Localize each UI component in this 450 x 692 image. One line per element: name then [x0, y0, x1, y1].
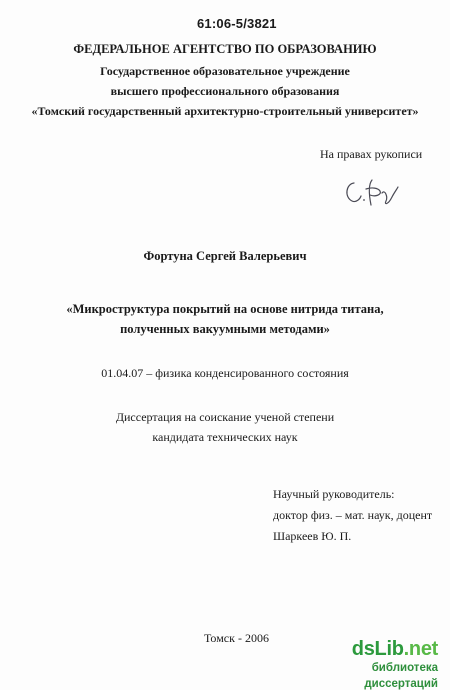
- institution-line-3: «Томский государственный архитектурно-строительный университет»: [31, 104, 419, 118]
- agency-heading: ФЕДЕРАЛЬНОЕ АГЕНТСТВО ПО ОБРАЗОВАНИЮ: [73, 42, 377, 56]
- degree-line-2: кандидата технических наук: [152, 430, 298, 444]
- watermark-subtitle: библиотека диссертаций: [364, 662, 438, 690]
- supervisor-label: Научный руководитель:: [273, 487, 395, 501]
- handwritten-signature: [342, 175, 400, 211]
- supervisor-degree: доктор физ. – мат. наук, доцент: [273, 508, 433, 522]
- dslib-watermark: [328, 638, 438, 690]
- dslib-logo: [328, 638, 438, 660]
- institution-line-1: Государственное образовательное учреждение: [100, 64, 350, 78]
- supervisor-name: Шаркеев Ю. П.: [273, 529, 352, 543]
- degree-line-1: Диссертация на соискание ученой степени: [115, 410, 335, 424]
- institution-line-2: высшего профессионального образования: [110, 84, 340, 98]
- document-code: 61:06-5/3821: [197, 16, 277, 31]
- specialty-code: 01.04.07 – физика конденсированного состояния: [101, 366, 349, 380]
- logo-suffix: .net: [403, 638, 438, 660]
- logo-main: dsLib: [351, 638, 404, 660]
- dissertation-title-line-2: полученных вакуумными методами»: [120, 322, 330, 336]
- dissertation-title-line-1: «Микроструктура покрытий на основе нитрида титана,: [66, 302, 384, 316]
- rights-note: На правах рукописи: [320, 147, 423, 161]
- city-year: Томск - 2006: [204, 631, 269, 645]
- author-name: Фортуна Сергей Валерьевич: [143, 249, 307, 263]
